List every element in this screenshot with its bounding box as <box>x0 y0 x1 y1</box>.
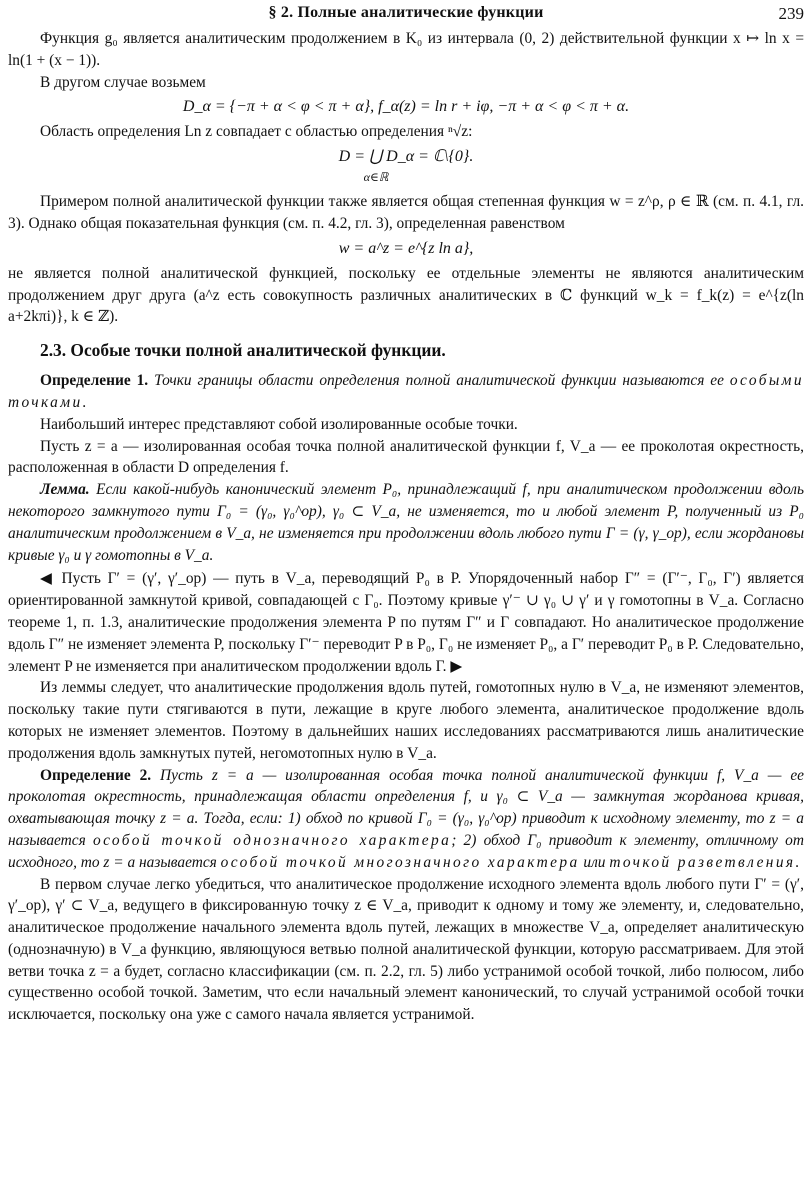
paragraph-isolated-points: Наибольший интерес представляют собой изолированные особые точки. <box>40 415 518 433</box>
definition-1-text: Точки границы области определения полной аналитической функции называются ее <box>154 372 724 390</box>
formula-union <box>8 147 804 187</box>
definition-2-text-b: ; 2) обход Γ₀ приводит к элементу, отличному от исходного, то z = a называется <box>8 831 804 871</box>
paragraph-not-complete: не является полной аналитической функцией, поскольку ее отдельные элементы не являются аналитическим продолжением друг друга (a^z есть совокупность различных аналитических в ℂ функций w_k = f_k(z) = e^{z(ln a+2kπi)}, k ∈ ℤ). <box>8 264 804 326</box>
page-number: 239 <box>778 4 804 23</box>
lemma <box>8 479 804 566</box>
book-page <box>8 0 804 1026</box>
header-title: § 2. Полные аналитические функции <box>268 4 544 21</box>
running-header <box>8 0 804 28</box>
lemma-text: Если какой-нибудь канонический элемент P₀, принадлежащий f, при аналитическом продолжении вдоль некоторого замкнутого пути Γ₀ = (γ₀, γ₀^op), γ₀ ⊂ V_a, не изменяется, то и любой элемент P, полученный из P₀ аналитическим продолжением в V_a, не изменяется при продолжении вдоль любого пути Γ = (γ, γ_op), если жордановы кривые γ₀ и γ гомотопны в V_a. <box>8 481 804 564</box>
definition-1-term: особыми точками. <box>8 372 804 411</box>
formula-d-alpha: D_α = {−π + α < φ < π + α}, f_α(z) = ln r + iφ, −π + α < φ < π + α. <box>182 98 630 116</box>
definition-2 <box>8 765 804 874</box>
definition-1 <box>8 370 804 414</box>
definition-2-text-a: Пусть z = a — изолированная особая точка полной аналитической функции f, V_a — ее проколотая окрестность, принадлежащая области определения f, и γ₀ ⊂ V_a — замкнутая жорданова кривая, охватывающая точку z = a. Тогда, если: 1) обход по кривой Γ₀ = (γ₀, γ₀^op) приводит к исходному элементу, то z = a называется <box>8 766 804 849</box>
definition-2-text-c: или <box>583 853 606 871</box>
formula-exponential: w = a^z = e^{z ln a}, <box>338 239 474 257</box>
paragraph-power-function: Примером полной аналитической функции также является общая степенная функция w = z^ρ, ρ ∈ ℝ (см. п. 4.1, гл. 3). Однако общая показательная функция (см. п. 4.2, гл. 3), определенная равенством <box>8 193 804 232</box>
paragraph-g0-continuation: Функция g₀ является аналитическим продолжением в K₀ из интервала (0, 2) действительной функции x ↦ ln x = ln(1 + (x − 1)). <box>8 30 804 69</box>
definition-2-term-b: особой точкой многозначного характера <box>220 853 580 871</box>
paragraph-let-z-a: Пусть z = a — изолированная особая точка полной аналитической функции f, V_a — ее проколотая окрестность, расположенная в области D определения f. <box>8 437 804 477</box>
paragraph-from-lemma: Из леммы следует, что аналитические продолжения вдоль путей, гомотопных нулю в V_a, не изменяют элементов, поскольку такие пути стягиваются в пути, лежащие в круге любого элемента, аналитическое продолжение вдоль которых не изменяет элементов. Поэтому в дальнейших наших исследованиях рассматриваются лишь аналитические продолжения вдоль замкнутых путей, негомотопных нулю в V_a. <box>8 679 804 762</box>
definition-1-label: Определение 1. <box>40 372 149 390</box>
paragraph-domain-ln: Область определения Ln z совпадает с областью определения ⁿ√z: <box>40 123 473 141</box>
section-heading: 2.3. Особые точки полной аналитической функции. <box>40 340 446 361</box>
formula-union-subscript: α∈ℝ <box>363 170 389 185</box>
paragraph-other-case: В другом случае возьмем <box>40 73 206 91</box>
lemma-label: Лемма. <box>40 481 90 499</box>
formula-union-main: D = ⋃ D_α = ℂ\{0}. <box>338 148 474 166</box>
definition-2-term-c: точкой разветвления. <box>609 853 802 871</box>
paragraph-first-case: В первом случае легко убедиться, что аналитическое продолжение исходного элемента вдоль любого пути Γ′ = (γ′, γ′_op), γ′ ⊂ V_a, ведущего в фиксированную точку z ∈ V_a, приводит к одному и тому же элементу, и, следовательно, аналитическое продолжение начального элемента вдоль путей, лежащих в множестве V_a, определяет аналитическую (однозначную) в V_a функцию, являющуюся ветвью полной аналитической функции, которую рассматриваем. Для этой ветви точка z = a будет, согласно классификации (см. п. 2.2, гл. 5) либо устранимой особой точкой, либо полюсом, либо существенно особой точкой. Заметим, что если начальный элемент канонический, то случай устранимой особой точки исключается, поскольку она уже с самого начала является устранимой. <box>8 875 804 1024</box>
definition-2-label: Определение 2. <box>40 766 152 784</box>
proof: ◀ Пусть Γ′ = (γ′, γ′_op) — путь в V_a, переводящий P₀ в P. Упорядоченный набор Γ″ = (Γ′⁻, Γ₀, Γ′) является ориентированной замкнутой кривой, совпадающей с Γ₀. Поэтому кривые γ′⁻ ∪ γ₀ ∪ γ′ и γ гомотопны в V_a. Согласно теореме 1, п. 1.3, аналитические продолжения элемента P по путям Γ″ и Γ совпадают. Но аналитическое продолжение вдоль Γ″ не изменяет элемента P, поскольку Γ′⁻ переводит P в P₀, Γ₀ не изменяет P₀, а Γ′ переводит P₀ в P. Следовательно, элемент P не изменяется при аналитическом продолжении вдоль Γ. ▶ <box>8 570 804 675</box>
definition-2-term-a: особой точкой однозначного характера <box>92 831 452 849</box>
